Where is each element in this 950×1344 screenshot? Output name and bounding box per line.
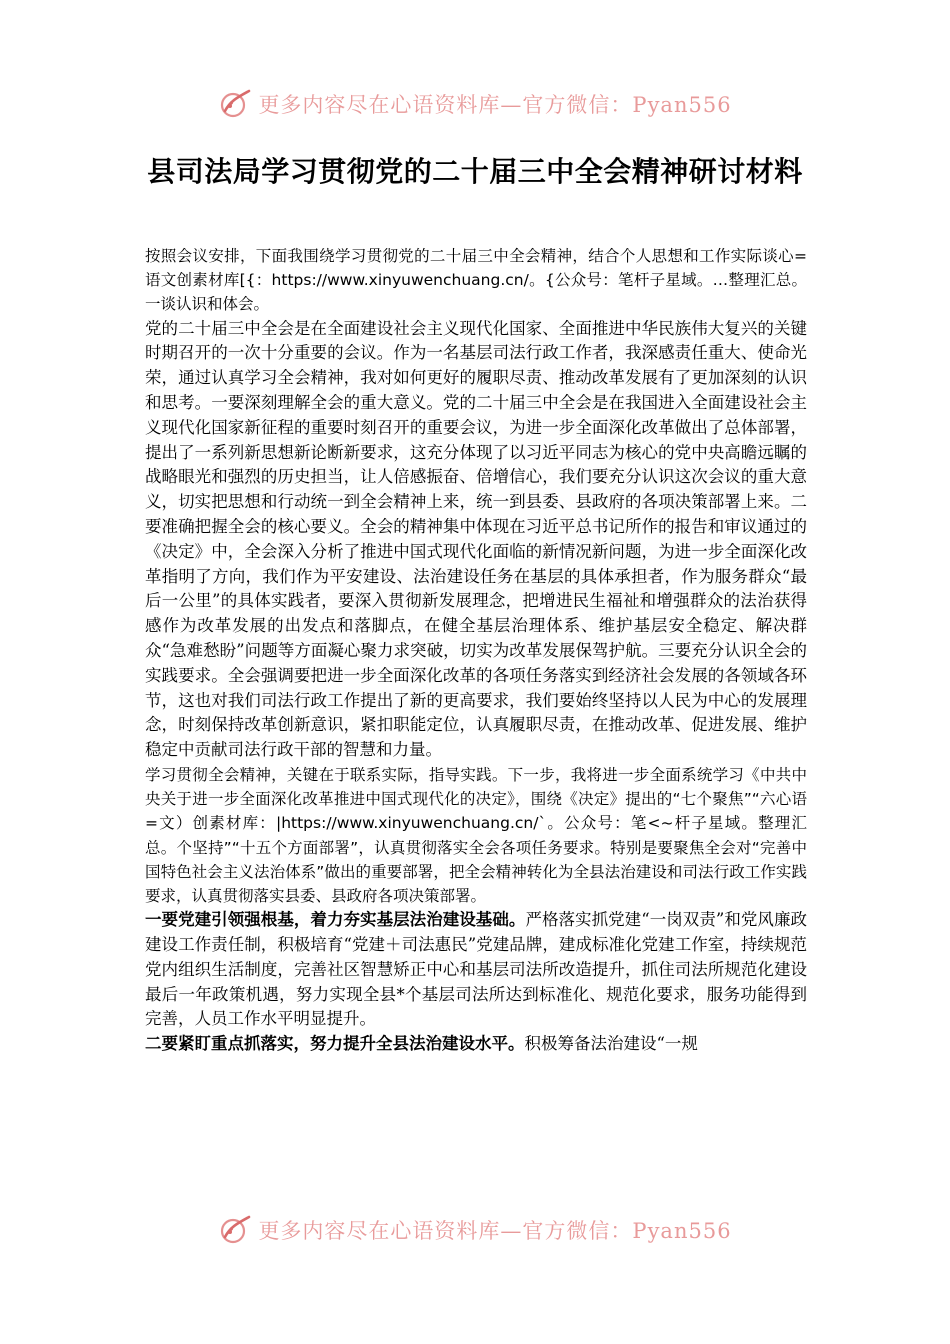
watermark-footer (0, 1210, 950, 1250)
paragraph-next-steps: 学习贯彻全会精神，关键在于联系实际，指导实践。下一步，我将进一步全面系统学习《中共中央关于进一步全面深化改革推进中国式现代化的决定》，围绕《决定》提出的“七个聚焦”“六心语=文）创素材库：|https://www.xinyuwenchuang.cn/`。公众号：笔<~杆子星域。整理汇总。个坚持”“十五个方面部署”，认真贯彻落实全会各项任务要求。特别是要聚焦全会对“完善中国特色社会主义法治体系”做出的重要部署，把全会精神转化为全县法治建设和司法行政工作实践要求，认真贯彻落实县委、县政府各项决策部署。 (145, 765, 807, 905)
document-title: 县司法局学习贯彻党的二十届三中全会精神研讨材料 (147, 155, 803, 188)
paragraph-heading: 一要党建引领强根基，着力夯实基层法治建设基础。 (145, 910, 526, 930)
paragraph-party-building (145, 908, 807, 1032)
watermark-header (0, 84, 950, 124)
paragraph-heading: 二要紧盯重点抓落实，努力提升全县法治建设水平。 (145, 1034, 525, 1054)
paragraph-body: 积极筹备法治建设“一规 (524, 1034, 698, 1054)
pen-logo-icon (218, 1213, 252, 1247)
paragraph-understanding: 党的二十届三中全会是在全面建设社会主义现代化国家、全面推进中华民族伟大复兴的关键时期召开的一次十分重要的会议。作为一名基层司法行政工作者，我深感责任重大、使命光荣，通过认真学习全会精神，我对如何更好的履职尽责、推动改革发展有了更加深刻的认识和思考。一要深刻理解全会的重大意义。党的二十届三中全会是在我国进入全面建设社会主义现代化国家新征程的重要时刻召开的重要会议，为进一步全面深化改革做出了总体部署，提出了一系列新思想新论断新要求，这充分体现了以习近平同志为核心的党中央高瞻远瞩的战略眼光和强烈的历史担当，让人倍感振奋、倍增信心，我们要充分认识这次会议的重大意义，切实把思想和行动统一到全会精神上来，统一到县委、县政府的各项决策部署上来。二要准确把握全会的核心要义。全会的精神集中体现在习近平总书记所作的报告和审议通过的《决定》中，全会深入分析了推进中国式现代化面临的新情况新问题，为进一步全面深化改革指明了方向，我们作为平安建设、法治建设任务在基层的具体承担者，作为服务群众“最后一公里”的具体实践者，要深入贯彻新发展理念，把增进民生福祉和增强群众的法治获得感作为改革发展的出发点和落脚点，在健全基层治理体系、维护基层安全稳定、解决群众“急难愁盼”问题等方面凝心聚力求突破，切实为改革发展保驾护航。三要充分认识全会的实践要求。全会强调要把进一步全面深化改革的各项任务落实到经济社会发展的各领域各环节，这也对我们司法行政工作提出了新的更高要求，我们要始终坚持以人民为中心的发展理念，时刻保持改革创新意识，紧扣职能定位，认真履职尽责，在推动改革、促进发展、维护稳定中贡献司法行政干部的智慧和力量。 (145, 318, 807, 760)
paragraph-key-tasks (145, 1032, 807, 1057)
watermark-text: 更多内容尽在心语资料库—官方微信：Pyan556 (258, 1219, 732, 1243)
document-body (145, 244, 807, 1057)
paragraph-body: 严格落实抓党建“一岗双责”和党风廉政建设工作责任制，积极培育“党建＋司法惠民”党建品牌，建成标准化党建工作室，持续规范党内组织生活制度，完善社区智慧矫正中心和基层司法所改造提升，抓住司法所规范化建设最后一年政策机遇，努力实现全县*个基层司法所达到标准化、规范化要求，服务功能得到完善，人员工作水平明显提升。 (145, 910, 807, 1029)
paragraph-intro: 按照会议安排，下面我围绕学习贯彻党的二十届三中全会精神，结合个人思想和工作实际谈心=语文创素材库[{：https://www.xinyuwenchuang.cn/。{公众号：笔杆子星域。…整理汇总。一谈认识和体会。 (145, 247, 807, 314)
pen-logo-icon (218, 87, 252, 121)
watermark-text: 更多内容尽在心语资料库—官方微信：Pyan556 (258, 93, 732, 117)
